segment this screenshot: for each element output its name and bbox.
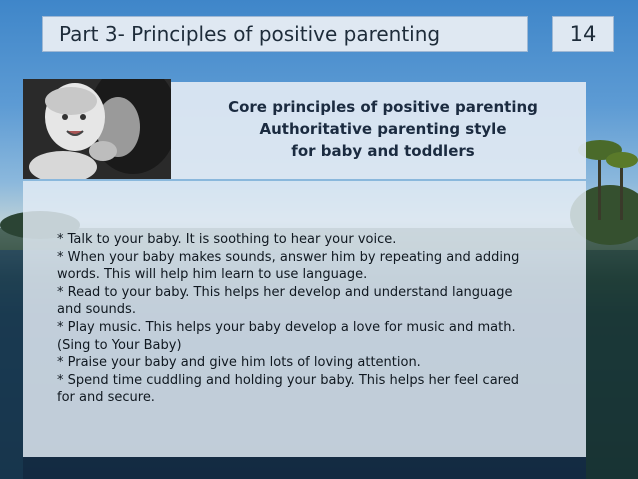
header-title-line: Core principles of positive parenting <box>228 98 538 116</box>
body-line: * Play music. This helps your baby develop a love for music and math. <box>57 319 516 335</box>
slide-title: Part 3- Principles of positive parenting <box>59 22 441 46</box>
header-title-line: for baby and toddlers <box>291 142 475 160</box>
body-line: * Praise your baby and give him lots of loving attention. <box>57 355 421 371</box>
body-line: * Spend time cuddling and holding your baby. This helps her feel cared <box>57 372 519 388</box>
body-line: and sounds. <box>57 302 136 318</box>
body-text <box>57 231 587 407</box>
body-line: * When your baby makes sounds, answer him by repeating and adding <box>57 249 520 265</box>
body-line: (Sing to Your Baby) <box>57 337 182 353</box>
body-line: for and secure. <box>57 390 155 406</box>
body-line: * Talk to your baby. It is soothing to hear your voice. <box>57 232 397 247</box>
body-line: words. This will help him learn to use language. <box>57 267 368 283</box>
header-title-line: Authoritative parenting style <box>259 120 507 138</box>
slide-title-box <box>42 16 528 52</box>
body-line: * Read to your baby. This helps her develop and understand language <box>57 284 513 300</box>
header-title <box>178 96 588 162</box>
slide-number: 14 <box>569 22 597 46</box>
slide-number-box <box>552 16 614 52</box>
mother-and-baby-photo <box>23 79 171 179</box>
